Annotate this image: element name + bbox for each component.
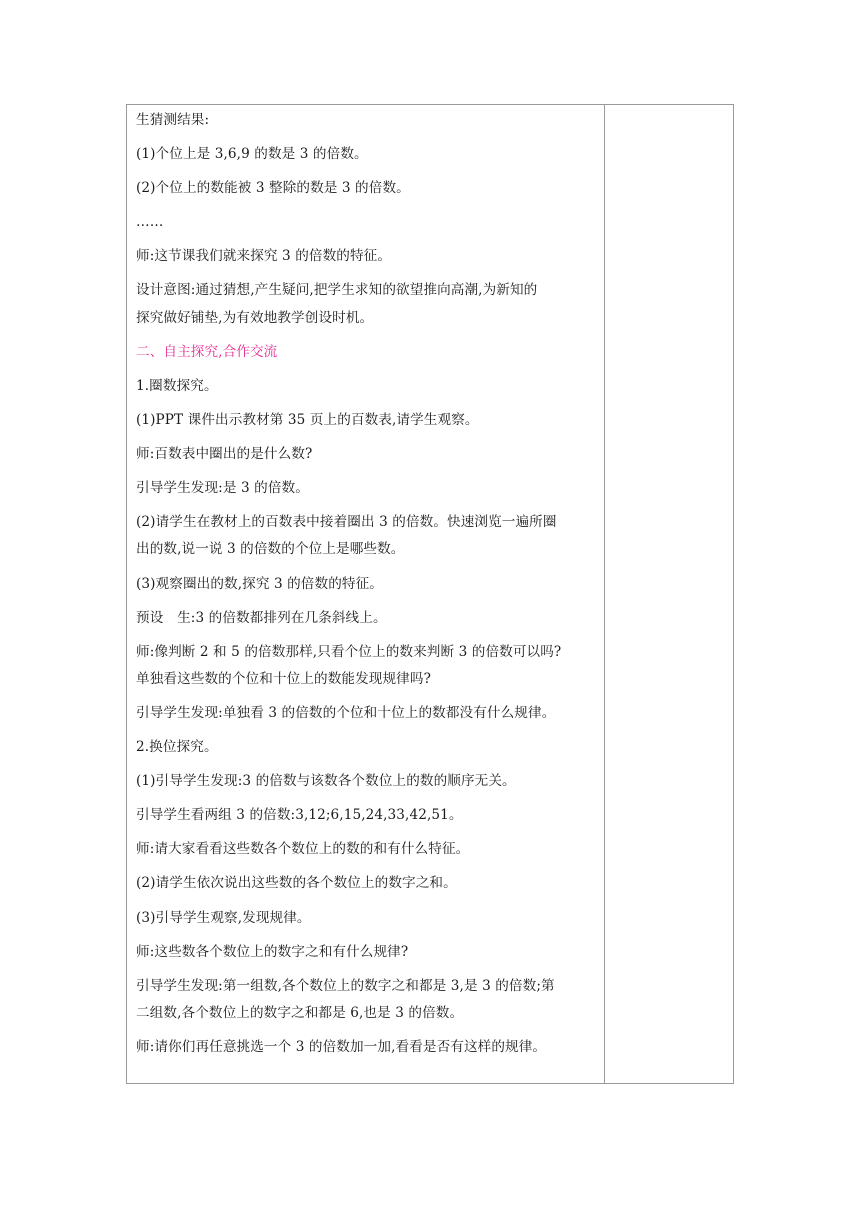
text-line: (2)请学生在教材上的百数表中接着圈出 3 的倍数。快速浏览一遍所圈 xyxy=(136,514,557,531)
text-line: 师:这节课我们就来探究 3 的倍数的特征。 xyxy=(136,248,392,265)
text-line: 预设 生:3 的倍数都排列在几条斜线上。 xyxy=(136,609,387,626)
text-line: 引导学生发现:单独看 3 的倍数的个位和十位上的数都没有什么规律。 xyxy=(136,705,556,722)
text-line: (3)引导学生观察,发现规律。 xyxy=(136,909,311,926)
lesson-content-cell xyxy=(127,105,605,1083)
text-line: 引导学生看两组 3 的倍数:3,12;6,15,24,33,42,51。 xyxy=(136,807,463,824)
lesson-table xyxy=(126,104,734,1084)
text-line: (3)观察圈出的数,探究 3 的倍数的特征。 xyxy=(136,575,383,592)
text-line: 1.圈数探究。 xyxy=(136,377,218,394)
text-line: 探究做好铺垫,为有效地教学创设时机。 xyxy=(136,309,374,326)
text-line: (2)个位上的数能被 3 整除的数是 3 的倍数。 xyxy=(136,180,410,197)
text-line: 师:百数表中圈出的是什么数? xyxy=(136,446,313,463)
text-line: 师:这些数各个数位上的数字之和有什么规律? xyxy=(136,943,409,960)
text-line: 师:像判断 2 和 5 的倍数那样,只看个位上的数来判断 3 的倍数可以吗? xyxy=(136,643,562,660)
text-line: 师:请你们再任意挑选一个 3 的倍数加一加,看看是否有这样的规律。 xyxy=(136,1039,547,1056)
section-heading: 二、自主探究,合作交流 xyxy=(136,343,278,360)
lesson-text xyxy=(136,105,604,1056)
text-line: 生猜测结果: xyxy=(136,112,210,128)
text-line: (1)引导学生发现:3 的倍数与该数各个数位上的数的顺序无关。 xyxy=(136,773,516,790)
text-line: 设计意图:通过猜想,产生疑问,把学生求知的欲望推向高潮,为新知的 xyxy=(136,282,538,299)
text-line: 单独看这些数的个位和十位上的数能发现规律吗? xyxy=(136,670,431,687)
text-line: …… xyxy=(136,214,164,231)
text-line: 引导学生发现:第一组数,各个数位上的数字之和都是 3,是 3 的倍数;第 xyxy=(136,977,555,994)
text-line: (1)PPT 课件出示教材第 35 页上的百数表,请学生观察。 xyxy=(136,411,479,428)
text-line: 师:请大家看看这些数各个数位上的数的和有什么特征。 xyxy=(136,841,470,858)
text-line: 出的数,说一说 3 的倍数的个位上是哪些数。 xyxy=(136,541,405,558)
notes-cell xyxy=(605,105,733,1083)
text-line: 二组数,各个数位上的数字之和都是 6,也是 3 的倍数。 xyxy=(136,1004,464,1021)
text-line: 2.换位探究。 xyxy=(136,739,218,756)
text-line: (2)请学生依次说出这些数的各个数位上的数字之和。 xyxy=(136,875,457,892)
text-line: 引导学生发现:是 3 的倍数。 xyxy=(136,480,309,497)
text-line: (1)个位上是 3,6,9 的数是 3 的倍数。 xyxy=(136,146,368,163)
